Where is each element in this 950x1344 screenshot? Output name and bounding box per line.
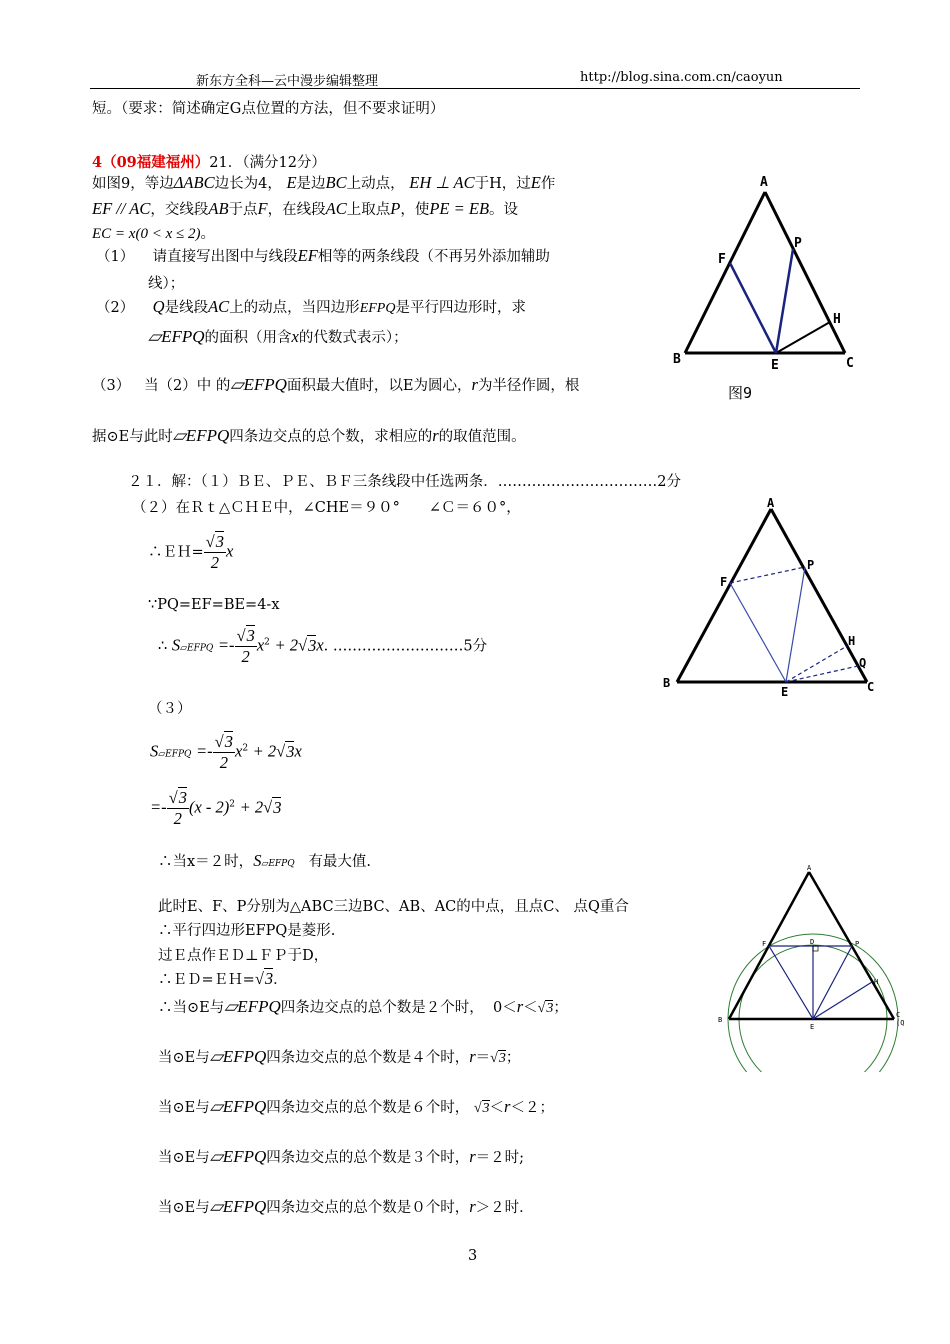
solution-area-3: =- $\frac{√3}{2}$ (x - 2)$^2$ + 2√3 [150,788,282,828]
intro-text: 短。（要求：简述确定G点位置的方法，但不要求证明） [92,101,445,117]
fig9-label-h: H [833,312,841,327]
question-3: （3） 当（2）中 的▱EFPQ面积最大值时，以E为圆心，r为半径作圆，根 [92,375,580,394]
question-1-cont: 线）； [148,276,185,292]
fig3-label-d: D [810,938,815,946]
solution-area-2: S▱EFPQ =- $\frac{√3}{2}$ $x^2 + 2√3x$ [150,732,302,772]
fig9-seg-ep [776,249,793,353]
fig2-seg-eh [786,646,847,682]
fig2-side-ab [677,509,771,682]
case-0-points: 当⊙E与▱EFPQ四条边交点的总个数是０个时，r＞２时． [158,1197,534,1216]
problem-line-2: EF // AC，交线段AB于点F，在线段AC上取点P，使PE = EB。设 [92,199,519,218]
problem-line-3: EC = x(0 < x ≤ 2)。 [92,226,215,242]
case-4-points: 当⊙E与▱EFPQ四条边交点的总个数是４个时，r＝√3； [158,1047,521,1066]
solution-line-2: （２）在Ｒｔ△ＣＨＥ中，∠CHE＝９０° ∠Ｃ＝６０°， [132,500,521,516]
solution-area: ∴ S▱EFPQ =- $\frac{√3}{2}$ $x^2 + 2√3x$. ………………………5分 [158,626,488,666]
fig9-caption: 图9 [728,384,753,402]
fig2-side-ac [771,509,867,682]
question-2-cont: ▱EFPQ的面积（用含x的代数式表示）； [148,327,408,346]
problem-line-1: 如图9，等边ΔABC边长为4， E是边BC上动点， EH ⊥ AC于H，过E作 [92,173,556,192]
fig2-seg-ep [786,567,805,682]
case-6-points: 当⊙E与▱EFPQ四条边交点的总个数是６个时， √3＜r＜２； [158,1097,554,1116]
header-rule [90,88,860,89]
problem-title [92,151,326,172]
fig3-right-angle-mark [813,946,818,951]
problem-source: 4（09福建福州） [92,154,210,171]
fig3-label-b: B [718,1016,723,1024]
header-right: http://blog.sina.com.cn/caoyun [580,70,783,85]
fig3-seg-ef [769,946,813,1019]
fig2-label-f: F [720,575,728,589]
fig2-label-q: Q [859,656,867,670]
fig9-label-c: C [846,356,854,371]
fig3-label-e: E [810,1023,815,1031]
solution-part3: （３） [148,701,192,717]
fig3-label-f: F [762,940,767,948]
fig9-seg-ef [730,263,776,353]
header-left: 新东方全科—云中漫步编辑整理 [196,74,379,89]
solution-line-1: ２１．解：（１）ＢＥ、ＰＥ、ＢＦ三条线段中任选两条．……………………………2分 [128,474,681,490]
figure-solution-3 [712,862,912,1072]
page-number: 3 [468,1248,478,1264]
fig9-seg-eh [776,322,830,353]
solution-midpoints: 此时E、F、P分别为△ABC三边BC、AB、AC的中点，且点C、 点Q重合 [158,899,629,915]
fig9-label-e: E [771,358,779,373]
case-3-points: 当⊙E与▱EFPQ四条边交点的总个数是３个时，r＝２时; [158,1147,525,1166]
fig2-label-a: A [767,496,775,510]
fig9-side-ac [765,192,845,353]
solution-ed-eq: ∴ＥＤ=ＥＨ=√3． [158,969,288,988]
fig2-seg-ef [730,583,786,682]
fig2-label-c: C [867,680,875,694]
fig3-label-q: (Q [896,1019,905,1027]
fig3-label-h: H [874,978,879,986]
solution-ed: 过Ｅ点作ＥＤ⊥ＦＰ于D， [158,948,329,964]
figure-9 [660,170,860,410]
fig3-label-a: A [807,864,812,872]
case-2-points: ∴当⊙E与▱EFPQ四条边交点的总个数是２个时， 0＜r＜√3； [158,997,568,1016]
question-1: （1） 请直接写出图中与线段EF相等的两条线段（不再另外添加辅助 [96,246,550,265]
question-2: （2） Q是线段AC上的动点，当四边形EFPQ是平行四边形时，求 [96,297,526,316]
fig9-label-a: A [760,175,768,190]
fig9-label-f: F [718,252,726,267]
solution-rhombus: ∴平行四边形EFPQ是菱形. [158,923,336,939]
fig3-seg-ep [813,946,852,1019]
fig2-seg-eq [786,666,858,682]
solution-eh: ∴ＥＨ= $\frac{√3}{2}$ x [148,532,234,572]
fig3-label-c: C [896,1011,901,1019]
fig2-label-b: B [663,676,671,690]
problem-number: 21．（满分12分） [209,155,326,171]
fig9-side-ab [685,192,765,353]
solution-pq: ∵PQ=EF=BE=4-x [148,597,280,613]
figure-solution-2 [660,495,885,705]
fig3-seg-eh [813,982,872,1019]
fig2-label-p: P [807,558,815,572]
fig2-label-h: H [848,634,856,648]
fig2-seg-fp [730,567,805,583]
fig2-label-e: E [781,685,789,699]
question-3-cont: 据⊙E与此时▱EFPQ四条边交点的总个数，求相应的r的取值范围。 [92,426,526,445]
fig3-label-p: P [855,940,860,948]
fig9-label-b: B [673,352,681,367]
fig9-label-p: P [794,236,802,251]
solution-max: ∴当x＝２时，S▱EFPQ 有最大值. [158,851,372,870]
